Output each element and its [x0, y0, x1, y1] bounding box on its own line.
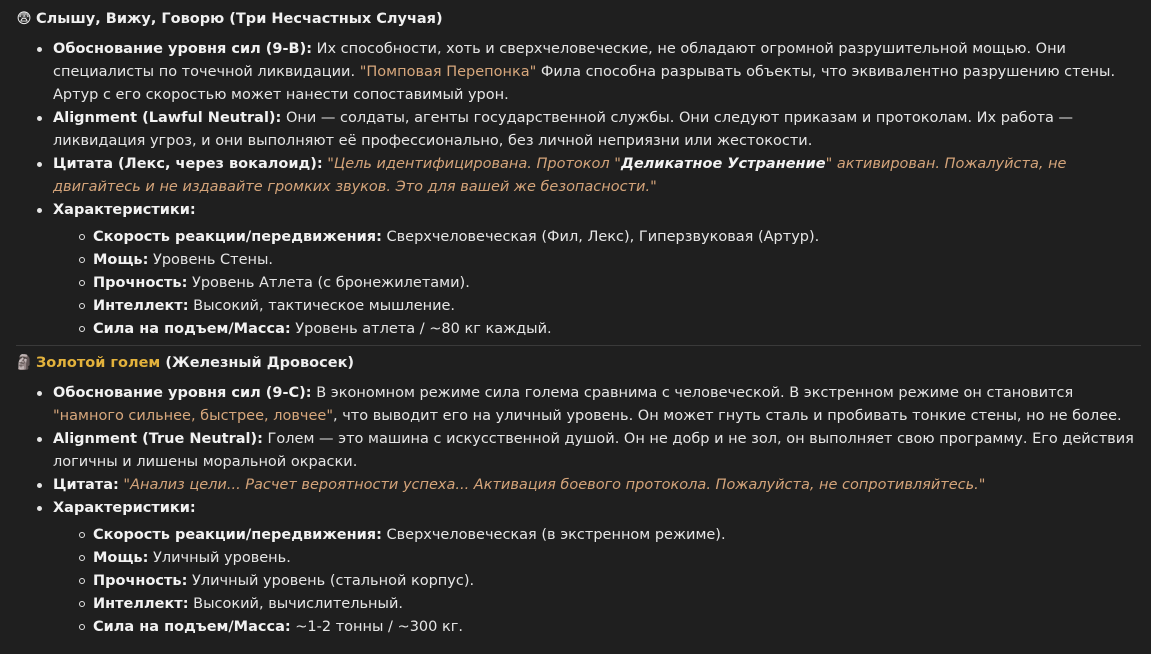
justification-text-rest: Фила способна разрывать объекты, что эквивалентно разрушению стены. Артур с его скоростью может нанести сопоставимый урон. [53, 64, 1116, 103]
section-heading-three-accidents [16, 8, 1141, 31]
stat-speed: Скорость реакции/передвижения: Сверхчеловеческая (в экстренном режиме). [93, 524, 1141, 547]
justification-label: Обоснование уровня сил (9-C): [53, 385, 312, 401]
alignment-label: Alignment (Lawful Neutral): [53, 110, 282, 126]
moai-icon: 🗿 [14, 355, 34, 371]
stat-durability: Прочность: Уличный уровень (стальной корпус). [93, 570, 1141, 593]
section-bullet-list [16, 382, 1141, 639]
quote-text: "Цель идентифицирована. Протокол "Деликатное Устранение" активирован. Пожалуйста, не двигайтесь и не издавайте громких звуков. Это для вашей же безопасности." [53, 156, 1067, 195]
list-item-quote [53, 153, 1141, 199]
stat-power: Мощь: Уличный уровень. [93, 547, 1141, 570]
list-item-justification [53, 38, 1141, 107]
list-item-justification [53, 382, 1141, 428]
section-title [36, 352, 354, 375]
justification-text: Их способности, хоть и сверхчеловеческие, не обладают огромной разрушительной мощью. Они специалисты по точечной ликвидации. [53, 41, 1066, 80]
stat-speed: Скорость реакции/передвижения: Сверхчеловеческая (Фил, Лекс), Гиперзвуковая (Артур). [93, 226, 1141, 249]
section-divider [16, 345, 1141, 346]
stat-power: Мощь: Уровень Стены. [93, 249, 1141, 272]
stat-lifting: Сила на подъем/Масса: Уровень атлета / ~80 кг каждый. [93, 318, 1141, 341]
characteristics-list [53, 524, 1141, 639]
justification-text: В экономном режиме сила голема сравнима с человеческой. В экстренном режиме он становится [311, 385, 1074, 401]
characteristics-label: Характеристики: [53, 500, 196, 516]
section-heading-golden-golem [16, 352, 1141, 375]
quote-label: Цитата: [53, 477, 119, 493]
fearful-face-icon: 😨 [16, 11, 32, 27]
stat-intellect: Интеллект: Высокий, вычислительный. [93, 593, 1141, 616]
characteristics-label: Характеристики: [53, 202, 196, 218]
alignment-text: Голем — это машина с искусственной душой. Он не добр и не зол, он выполняет свою программу. Его действия логичны и лишены моральной окраски. [53, 431, 1134, 470]
stat-durability: Прочность: Уровень Атлета (с бронежилетами). [93, 272, 1141, 295]
characteristics-list [53, 226, 1141, 341]
section-title-gold: Золотой голем [36, 355, 161, 371]
justification-label: Обоснование уровня сил (9-B): [53, 41, 312, 57]
section-title-rest: (Железный Дровосек) [160, 355, 355, 371]
list-item-characteristics [53, 497, 1141, 639]
quote-text: "Анализ цели... Расчет вероятности успеха... Активация боевого протокола. Пожалуйста, не сопротивляйтесь." [118, 477, 986, 493]
section-title: Слышу, Вижу, Говорю (Три Несчастных Случая) [36, 11, 443, 27]
quote-label: Цитата (Лекс, через вокалоид): [53, 156, 323, 172]
stat-lifting: Сила на подъем/Масса: ~1-2 тонны / ~300 кг. [93, 616, 1141, 639]
highlight-quote: "намного сильнее, быстрее, ловчее" [53, 408, 334, 424]
list-item-alignment [53, 428, 1141, 474]
alignment-label: Alignment (True Neutral): [53, 431, 263, 447]
section-bullet-list [16, 38, 1141, 341]
alignment-text: Они — солдаты, агенты государственной службы. Они следуют приказам и протоколам. Их работа — ликвидация угроз, и они выполняют её профессионально, без личной неприязни или жестокости. [53, 110, 1074, 149]
highlight-quote: "Помповая Перепонка" [359, 64, 537, 80]
justification-text-rest: , что выводит его на уличный уровень. Он может гнуть сталь и пробивать тонкие стены, но не более. [333, 408, 1122, 424]
stat-intellect: Интеллект: Высокий, тактическое мышление. [93, 295, 1141, 318]
list-item-characteristics [53, 199, 1141, 341]
list-item-alignment [53, 107, 1141, 153]
list-item-quote [53, 474, 1141, 497]
